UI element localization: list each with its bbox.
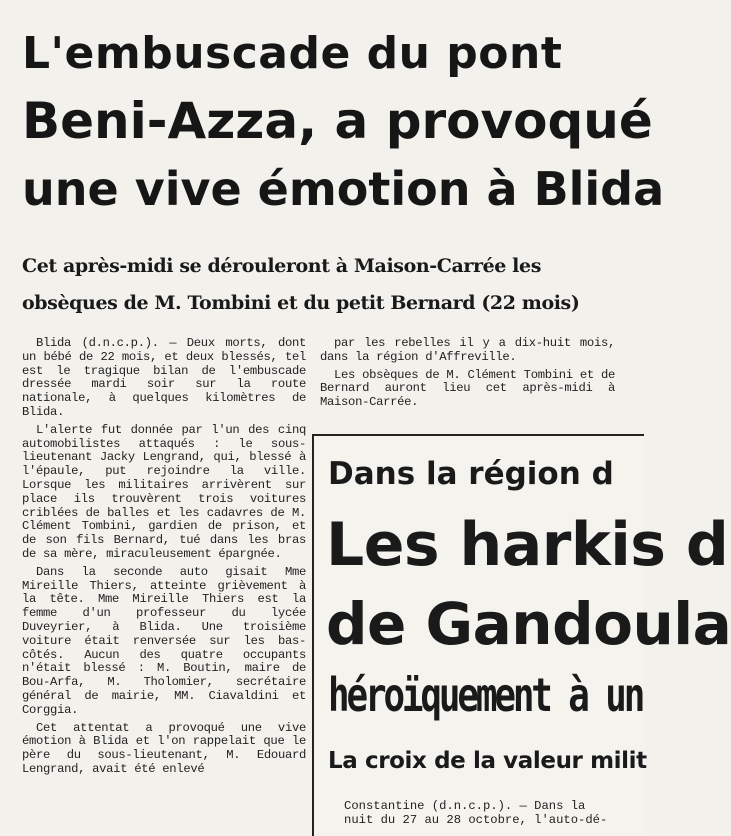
second-article-box bbox=[312, 434, 731, 836]
paragraph: Dans la seconde auto gisait Mme Mireille Thiers, atteinte grièvement à la tête. Mme Mireille Thiers est la femme d'un professeur du lycée Duveyrier, à Blida. Une troisième voiture était renversée sur les bas-côtés. Aucun des quatre occupants n'était blessé : M. Boutin, maire de Bou-Arfa, M. Tholomier, secrétaire général de mairie, MM. Ciavaldini et Corggia. bbox=[22, 564, 306, 717]
paragraph: Les obsèques de M. Clément Tombini et de Bernard auront lieu cet après-midi à Maison-Carrée. bbox=[320, 367, 615, 410]
headline-line-3: une vive émotion à Blida bbox=[22, 162, 665, 216]
second-article-text bbox=[344, 800, 634, 828]
headline-line-2: Beni-Azza, a provoqué bbox=[22, 92, 653, 150]
article-right-column bbox=[320, 337, 615, 414]
subheadline-line-1: Cet après-midi se dérouleront à Maison-Carrée les bbox=[22, 255, 541, 277]
paragraph: Cet attentat a provoqué une vive émotion à Blida et l'on rappelait que le père du sous-lieutenant, M. Edouard Lengrand, avait été enlevé bbox=[22, 720, 306, 776]
second-article-headline-3: héroïquement à un bbox=[328, 668, 643, 722]
paragraph: par les rebelles il y a dix-huit mois, dans la région d'Affreville. bbox=[320, 336, 615, 364]
article-left-column bbox=[22, 337, 306, 781]
paragraph: L'alerte fut donnée par l'un des cinq automobilistes attaqués : le sous-lieutenant Jacky Lengrand, qui, blessé à l'épaule, put rejoindre la ville. Lorsque les militaires arrivèrent sur place ils trouvèrent trois voitures criblées de balles et les cadavres de M. Clément Tombini, gardien de prison, et de son fils Bernard, tué dans les bras de sa mère, miraculeusement épargnée. bbox=[22, 422, 306, 561]
paragraph: Blida (d.n.c.p.). — Deux morts, dont un bébé de 22 mois, et deux blessés, tel est le tragique bilan de l'embuscade dressée mardi soir sur la route nationale, à quelques kilomètres de Blida. bbox=[22, 336, 306, 419]
second-article-subheadline: La croix de la valeur milit bbox=[328, 748, 647, 774]
text-line: Constantine (d.n.c.p.). — Dans la bbox=[344, 799, 586, 813]
headline-line-1: L'embuscade du pont bbox=[22, 28, 563, 79]
text-line: nuit du 27 au 28 octobre, l'auto-dé- bbox=[344, 812, 608, 827]
second-article-kicker: Dans la région d bbox=[328, 456, 614, 492]
second-article-headline-2: de Gandoula bbox=[326, 590, 731, 658]
subheadline-line-2: obsèques de M. Tombini et du petit Bernard (22 mois) bbox=[22, 292, 580, 314]
second-article-headline-1: Les harkis d bbox=[326, 510, 729, 580]
